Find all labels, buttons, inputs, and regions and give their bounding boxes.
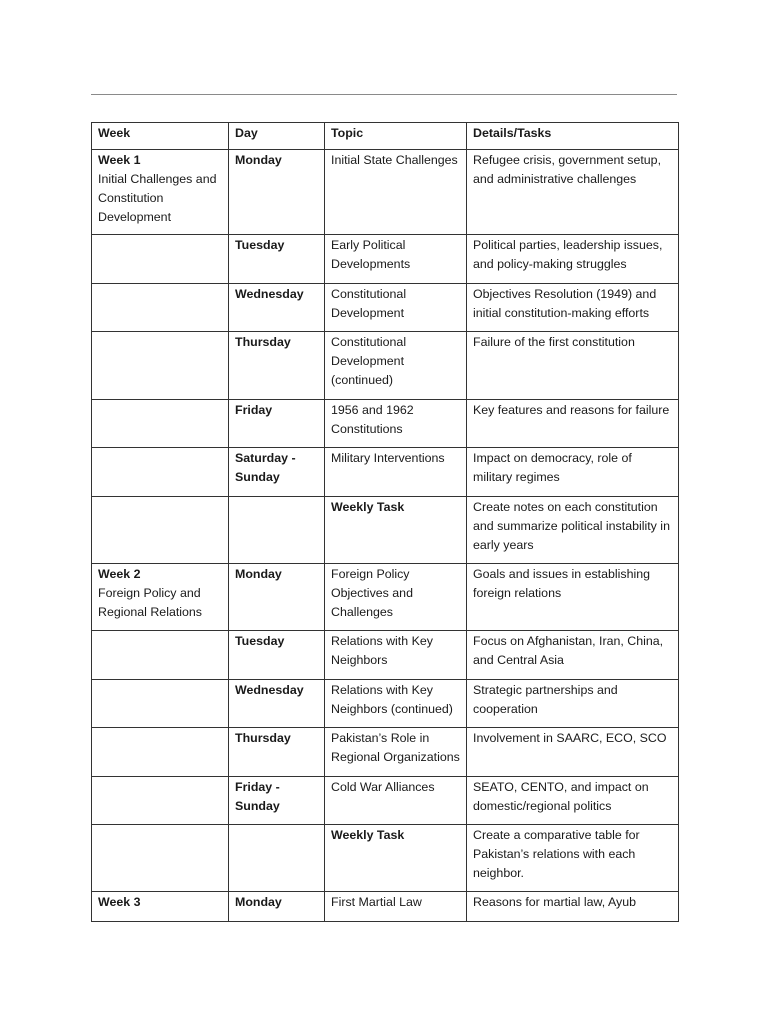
table-row xyxy=(92,284,679,332)
cell-details: Refugee crisis, government setup, and administrative challenges xyxy=(467,150,679,235)
cell-details: Key features and reasons for failure xyxy=(467,400,679,448)
cell-day: Thursday xyxy=(229,728,325,777)
cell-topic: Foreign Policy Objectives and Challenges xyxy=(325,564,467,631)
cell-week xyxy=(92,150,229,235)
week-label: Week 1 xyxy=(98,153,141,167)
table-row xyxy=(92,777,679,825)
header-topic: Topic xyxy=(325,123,467,150)
cell-details: Failure of the first constitution xyxy=(467,332,679,400)
header-day: Day xyxy=(229,123,325,150)
cell-details: Political parties, leadership issues, and policy-making struggles xyxy=(467,235,679,284)
cell-week xyxy=(92,825,229,892)
cell-day: Tuesday xyxy=(229,631,325,680)
cell-week xyxy=(92,892,229,922)
table-body xyxy=(92,150,679,922)
cell-day: Tuesday xyxy=(229,235,325,284)
cell-week xyxy=(92,564,229,631)
table-row xyxy=(92,448,679,497)
cell-details: Involvement in SAARC, ECO, SCO xyxy=(467,728,679,777)
cell-day: Monday xyxy=(229,892,325,922)
cell-details: Create notes on each constitution and summarize political instability in early years xyxy=(467,497,679,564)
cell-week xyxy=(92,332,229,400)
table-row xyxy=(92,564,679,631)
week-title: Foreign Policy and Regional Relations xyxy=(98,586,203,619)
cell-week xyxy=(92,400,229,448)
cell-details: Reasons for martial law, Ayub xyxy=(467,892,679,922)
cell-week xyxy=(92,448,229,497)
cell-week xyxy=(92,235,229,284)
cell-day: Wednesday xyxy=(229,680,325,728)
table-row xyxy=(92,497,679,564)
cell-topic: Weekly Task xyxy=(325,825,467,892)
table-row xyxy=(92,150,679,235)
cell-week xyxy=(92,497,229,564)
cell-day: Monday xyxy=(229,564,325,631)
table-row xyxy=(92,680,679,728)
cell-details: Focus on Afghanistan, Iran, China, and Central Asia xyxy=(467,631,679,680)
cell-week xyxy=(92,631,229,680)
table-header-row xyxy=(92,123,679,150)
cell-topic: Relations with Key Neighbors (continued) xyxy=(325,680,467,728)
cell-day xyxy=(229,825,325,892)
cell-details: Objectives Resolution (1949) and initial constitution-making efforts xyxy=(467,284,679,332)
table-row xyxy=(92,825,679,892)
table-row xyxy=(92,728,679,777)
table-row xyxy=(92,892,679,922)
table-row xyxy=(92,332,679,400)
cell-topic: Initial State Challenges xyxy=(325,150,467,235)
header-details: Details/Tasks xyxy=(467,123,679,150)
cell-day: Wednesday xyxy=(229,284,325,332)
cell-day: Saturday - Sunday xyxy=(229,448,325,497)
cell-day: Thursday xyxy=(229,332,325,400)
cell-topic: Weekly Task xyxy=(325,497,467,564)
week-title: Initial Challenges and Constitution Development xyxy=(98,172,217,224)
cell-day: Friday - Sunday xyxy=(229,777,325,825)
week-label: Week 3 xyxy=(98,895,141,909)
cell-week xyxy=(92,284,229,332)
cell-topic: Pakistan’s Role in Regional Organizations xyxy=(325,728,467,777)
study-schedule-table xyxy=(91,122,679,922)
cell-topic: Constitutional Development xyxy=(325,284,467,332)
cell-topic: Cold War Alliances xyxy=(325,777,467,825)
cell-details: Goals and issues in establishing foreign relations xyxy=(467,564,679,631)
header-rule xyxy=(91,94,677,95)
table-row xyxy=(92,631,679,680)
table-row xyxy=(92,235,679,284)
cell-details: Strategic partnerships and cooperation xyxy=(467,680,679,728)
cell-details: Impact on democracy, role of military regimes xyxy=(467,448,679,497)
cell-topic: First Martial Law xyxy=(325,892,467,922)
cell-topic: 1956 and 1962 Constitutions xyxy=(325,400,467,448)
header-week: Week xyxy=(92,123,229,150)
cell-topic: Military Interventions xyxy=(325,448,467,497)
cell-day: Monday xyxy=(229,150,325,235)
cell-topic: Early Political Developments xyxy=(325,235,467,284)
cell-week xyxy=(92,728,229,777)
cell-topic: Constitutional Development (continued) xyxy=(325,332,467,400)
cell-topic: Relations with Key Neighbors xyxy=(325,631,467,680)
cell-day xyxy=(229,497,325,564)
table-row xyxy=(92,400,679,448)
week-label: Week 2 xyxy=(98,567,141,581)
cell-day: Friday xyxy=(229,400,325,448)
cell-week xyxy=(92,777,229,825)
cell-week xyxy=(92,680,229,728)
cell-details: SEATO, CENTO, and impact on domestic/regional politics xyxy=(467,777,679,825)
cell-details: Create a comparative table for Pakistan’s relations with each neighbor. xyxy=(467,825,679,892)
